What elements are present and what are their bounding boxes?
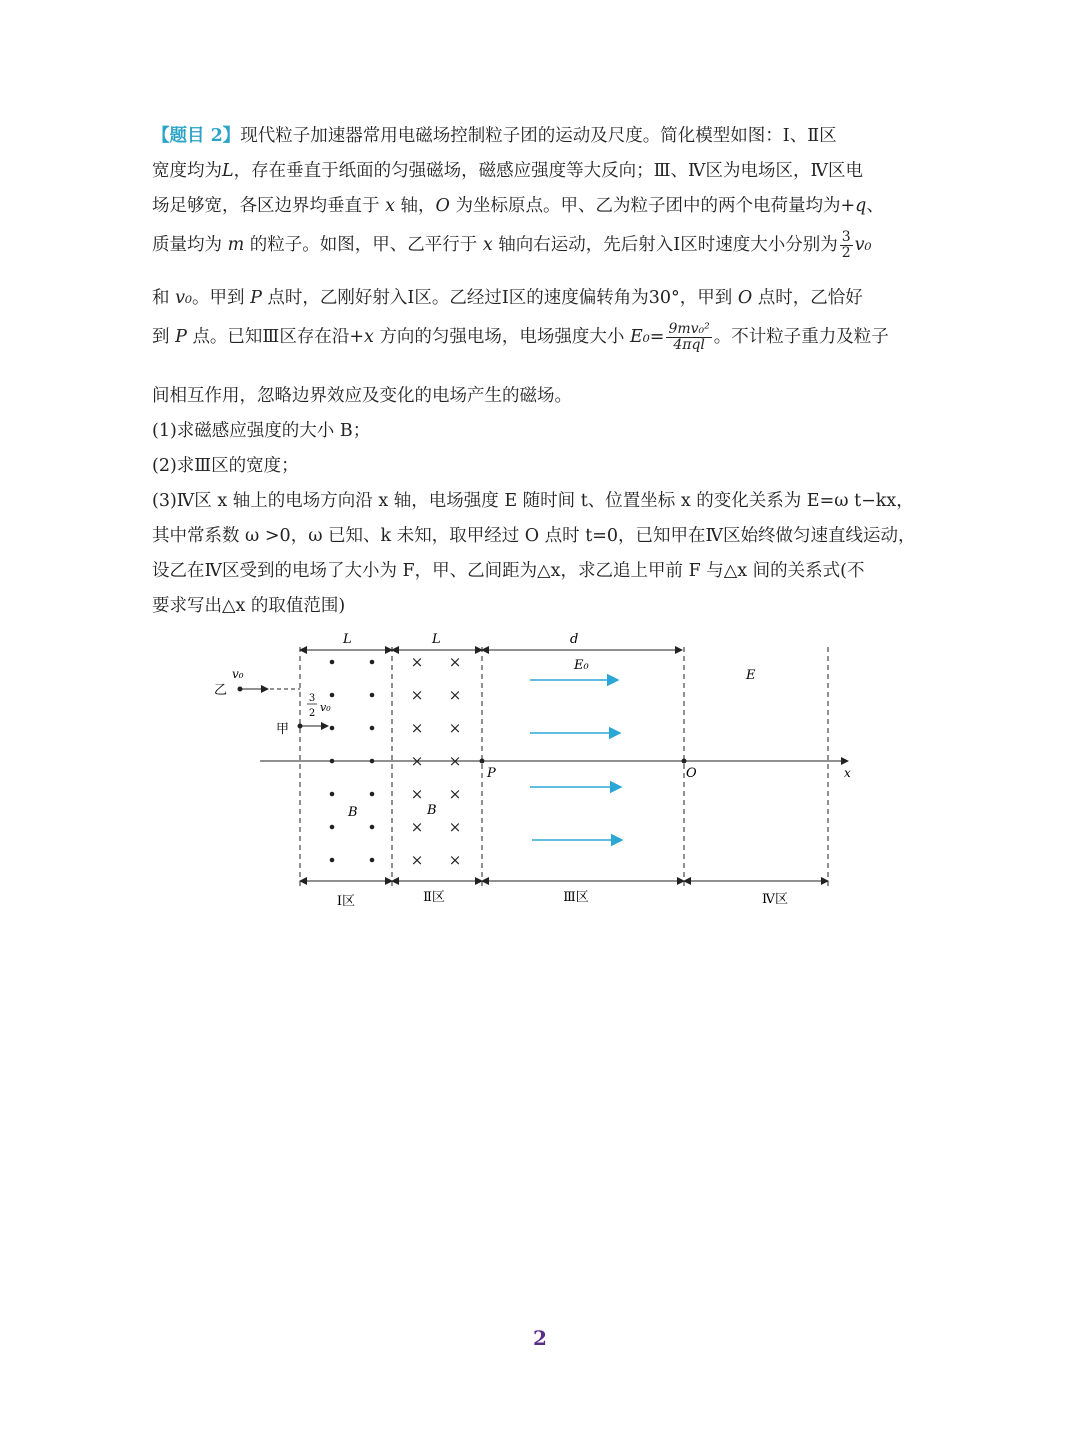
particle-yi-label: 乙 (214, 683, 228, 698)
svg-text:×: × (410, 851, 424, 869)
svg-text:×: × (448, 851, 462, 869)
frac-v0: v₀ (320, 701, 331, 714)
svg-text:×: × (448, 785, 462, 803)
question-3-line-3: 设乙在Ⅳ区受到的电场了大小为 F，甲、乙间距为△x，求乙追上甲前 F 与△x 间的关系式(不 (152, 561, 865, 581)
b-label-region-1: B (348, 805, 358, 820)
question-1: (1)求磁感应强度的大小 B； (152, 421, 371, 441)
width-label-l2: L (432, 632, 441, 647)
question-3-line-2: 其中常系数 ω >0，ω 已知、k 未知，取甲经过 O 点时 t=0，已知甲在Ⅳ区始终做匀速直线运动， (152, 526, 916, 546)
svg-text:×: × (410, 686, 424, 704)
svg-text:×: × (410, 719, 424, 737)
field-region-diagram (200, 625, 880, 915)
svg-text:×: × (448, 719, 462, 737)
problem-line-7: 间相互作用，忽略边界效应及变化的电场产生的磁场。 (152, 386, 572, 406)
question-2: (2)求Ⅲ区的宽度； (152, 456, 299, 476)
svg-text:×: × (448, 653, 462, 671)
svg-text:×: × (448, 752, 462, 770)
problem-line-1: 【题目 2】现代粒子加速器常用电磁场控制粒子团的运动及尺度。简化模型如图：Ⅰ、Ⅱ区 (152, 126, 837, 146)
width-label-l1: L (343, 632, 352, 647)
point-p-label: P (487, 766, 496, 781)
svg-text:×: × (410, 653, 424, 671)
question-3-line-1: (3)Ⅳ区 x 轴上的电场方向沿 x 轴，电场强度 E 随时间 t、位置坐标 x 的变化关系为 E=ω t−kx， (152, 491, 914, 511)
frac-den: 2 (308, 708, 316, 719)
point-p-dot (480, 759, 485, 764)
problem-line-6: 到 P 点。已知Ⅲ区存在沿+x 方向的匀强电场，电场强度大小 E₀= $\frac{\text{9mv₀²}}{\text{4πql}}$ 。不计粒子重力及粒子 (152, 321, 889, 353)
svg-text:×: × (410, 818, 424, 836)
svg-text:×: × (410, 785, 424, 803)
fraction-three-halves: $\frac{3}{2}$ (841, 229, 851, 261)
x-axis-label: x (844, 766, 851, 780)
problem-line-2: 宽度均为L，存在垂直于纸面的匀强磁场，磁感应强度等大反向；Ⅲ、Ⅳ区为电场区，Ⅳ区电 (152, 161, 863, 181)
v0-label: v₀ (232, 667, 244, 681)
region-4-label: Ⅳ区 (762, 892, 788, 907)
svg-text:×: × (410, 752, 424, 770)
svg-text:×: × (448, 818, 462, 836)
page-number: 2 (533, 1326, 547, 1350)
particle-jia-label: 甲 (276, 722, 290, 737)
question-3-line-4: 要求写出△x 的取值范围) (152, 596, 346, 616)
problem-tag: 【题目 2】 (152, 126, 241, 146)
point-o-label: O (686, 766, 697, 781)
point-o-dot (682, 759, 687, 764)
b-label-region-2: B (427, 803, 437, 818)
problem-line-4: 质量均为 m 的粒子。如图，甲、乙平行于 x 轴向右运动，先后射入Ⅰ区时速度大小分别为 $\frac{3}{2}$ v₀ (152, 229, 872, 261)
svg-text:×: × (448, 686, 462, 704)
frac-num: 3 (308, 693, 316, 704)
region-1-label: Ⅰ区 (336, 894, 356, 909)
e0-label: E₀ (574, 658, 589, 673)
width-label-d: d (570, 632, 579, 647)
problem-line-5: 和 v₀。甲到 P 点时，乙刚好射入Ⅰ区。乙经过Ⅰ区的速度偏转角为30°，甲到 O 点时，乙恰好 (152, 288, 863, 308)
problem-line-3: 场足够宽，各区边界均垂直于 x 轴，O 为坐标原点。甲、乙为粒子团中的两个电荷量均为+q、 (152, 196, 884, 216)
region-2-label: Ⅱ区 (423, 890, 445, 905)
region-3-field-arrows (530, 680, 622, 840)
e-label: E (746, 668, 756, 683)
fraction-e0: $\frac{\text{9mv₀²}}{\text{4πql}}$ (668, 321, 710, 353)
region-3-label: Ⅲ区 (563, 890, 589, 905)
